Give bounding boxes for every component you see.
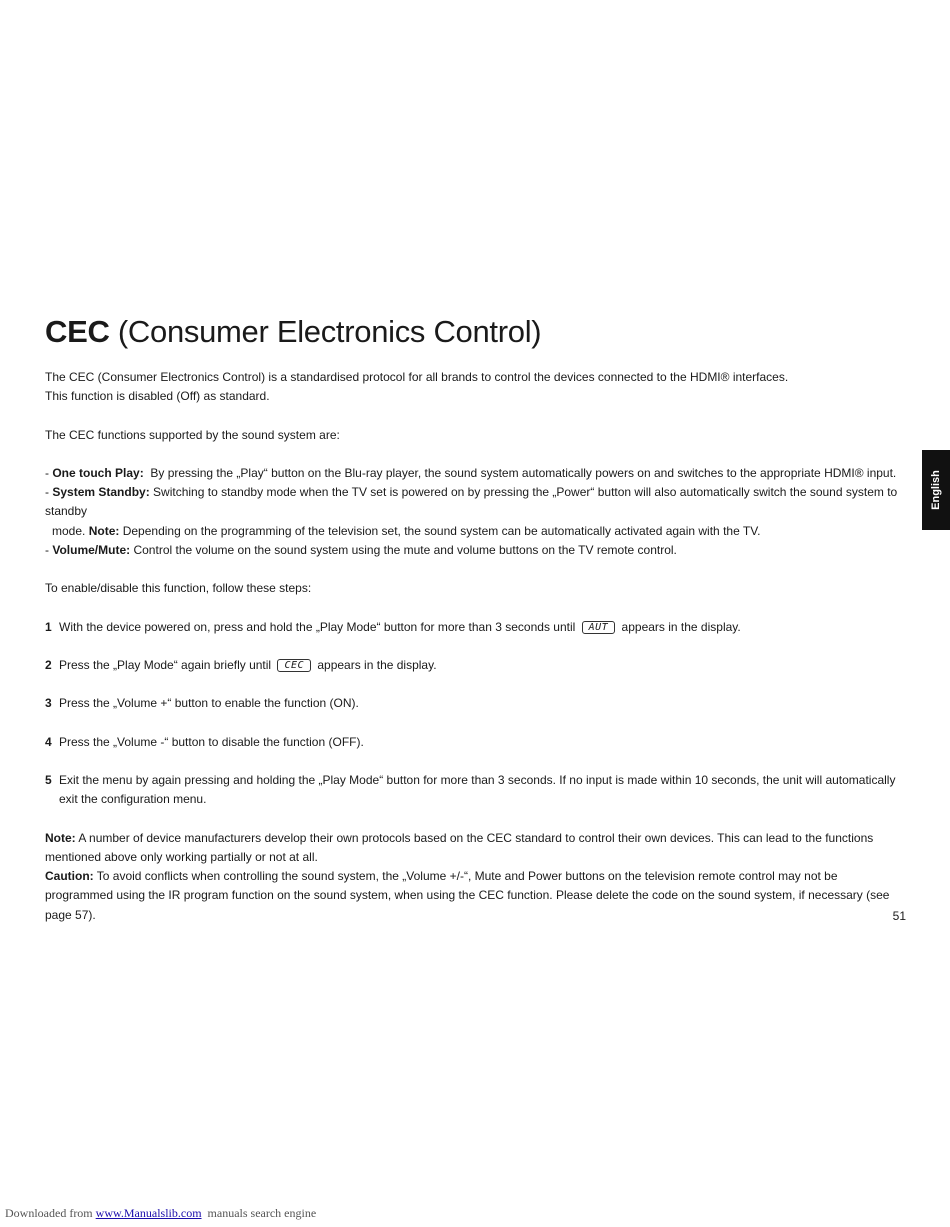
standby-note-text: Depending on the programming of the television set, the sound system can be automatically activated again with the TV.	[122, 523, 761, 538]
footer	[5, 1206, 316, 1221]
step-5	[45, 771, 905, 809]
step-1-after: appears in the display.	[621, 619, 741, 634]
note-label: Note:	[45, 830, 76, 845]
title-bold: CEC	[45, 314, 110, 349]
step-2-text: Press the „Play Mode“ again briefly until	[59, 657, 272, 672]
footer-suffix: manuals search engine	[207, 1206, 317, 1220]
step-4-number: 4	[45, 734, 52, 749]
page-number: 51	[892, 909, 906, 923]
display-cec-icon: CEC	[277, 659, 311, 672]
step-2	[45, 656, 905, 675]
note-text: A number of device manufacturers develop their own protocols based on the CEC standard to control their own devices. This can lead to the functions mentioned above only working partially or not at all.	[45, 830, 874, 864]
function-volume: - Volume/Mute: Control the volume on the sound system using the mute and volume buttons on the TV remote control.	[45, 542, 677, 557]
display-aut-icon: AUT	[582, 621, 616, 634]
caution-text: To avoid conflicts when controlling the sound system, the „Volume +/-“, Mute and Power buttons on the television remote control may not be programmed using the IR program function on the sound system, when using the CEC function. Please delete the code on the sound system, if necessary (see page 57).	[45, 869, 890, 922]
function-standby-label: System Standby:	[52, 485, 150, 500]
step-3	[45, 694, 905, 713]
page-title	[45, 314, 541, 350]
language-tab	[922, 450, 950, 530]
intro-line-1: The CEC (Consumer Electronics Control) is a standardised protocol for all brands to control the devices connected to the HDMI® interfaces.	[45, 370, 789, 384]
step-4	[45, 733, 905, 752]
function-volume-text: Control the volume on the sound system using the mute and volume buttons on the TV remote control.	[133, 542, 677, 557]
step-2-number: 2	[45, 657, 52, 672]
function-standby-note	[45, 522, 905, 541]
steps-intro: To enable/disable this function, follow these steps:	[45, 581, 312, 596]
function-one-touch-label: One touch Play:	[52, 465, 144, 480]
function-one-touch-text: By pressing the „Play“ button on the Blu-ray player, the sound system automatically powers on and switches to the appropriate HDMI® input.	[150, 465, 897, 480]
title-rest: (Consumer Electronics Control)	[117, 314, 542, 349]
function-one-touch: - One touch Play: By pressing the „Play“ button on the Blu-ray player, the sound system automatically powers on and switches to the appropriate HDMI® input.	[45, 465, 897, 480]
functions-intro: The CEC functions supported by the sound system are:	[45, 427, 340, 442]
function-volume-label: Volume/Mute:	[52, 542, 131, 557]
step-1	[45, 618, 905, 637]
footer-prefix: Downloaded from	[5, 1206, 93, 1220]
step-1-text: With the device powered on, press and hold the „Play Mode“ button for more than 3 seconds until	[59, 619, 576, 634]
function-standby-cont: mode.	[52, 523, 86, 538]
language-tab-label: English	[930, 470, 943, 510]
step-5-text: Exit the menu by again pressing and holding the „Play Mode“ button for more than 3 seconds. If no input is made within 10 seconds, the unit will automatically exit the configuration menu.	[59, 773, 896, 807]
standby-note-label: Note:	[88, 523, 120, 538]
caution-label: Caution:	[45, 869, 94, 884]
step-3-text: Press the „Volume +“ button to enable the function (ON).	[59, 696, 359, 711]
step-3-number: 3	[45, 696, 52, 711]
manualslib-link[interactable]: www.Manualslib.com	[95, 1206, 202, 1220]
body-text	[45, 368, 905, 925]
function-standby-text: Switching to standby mode when the TV set is powered on by pressing the „Power“ button will also automatically switch the sound system to standby	[45, 485, 898, 519]
step-1-number: 1	[45, 619, 52, 634]
intro-line-2: This function is disabled (Off) as standard.	[45, 389, 270, 404]
step-5-number: 5	[45, 773, 52, 788]
caution-paragraph	[45, 867, 905, 925]
function-standby: - System Standby: Switching to standby mode when the TV set is powered on by pressing the „Power“ button will also automatically switch the sound system to standby	[45, 485, 898, 519]
step-2-after: appears in the display.	[317, 657, 437, 672]
note-paragraph	[45, 829, 905, 867]
step-4-text: Press the „Volume -“ button to disable the function (OFF).	[59, 734, 364, 749]
